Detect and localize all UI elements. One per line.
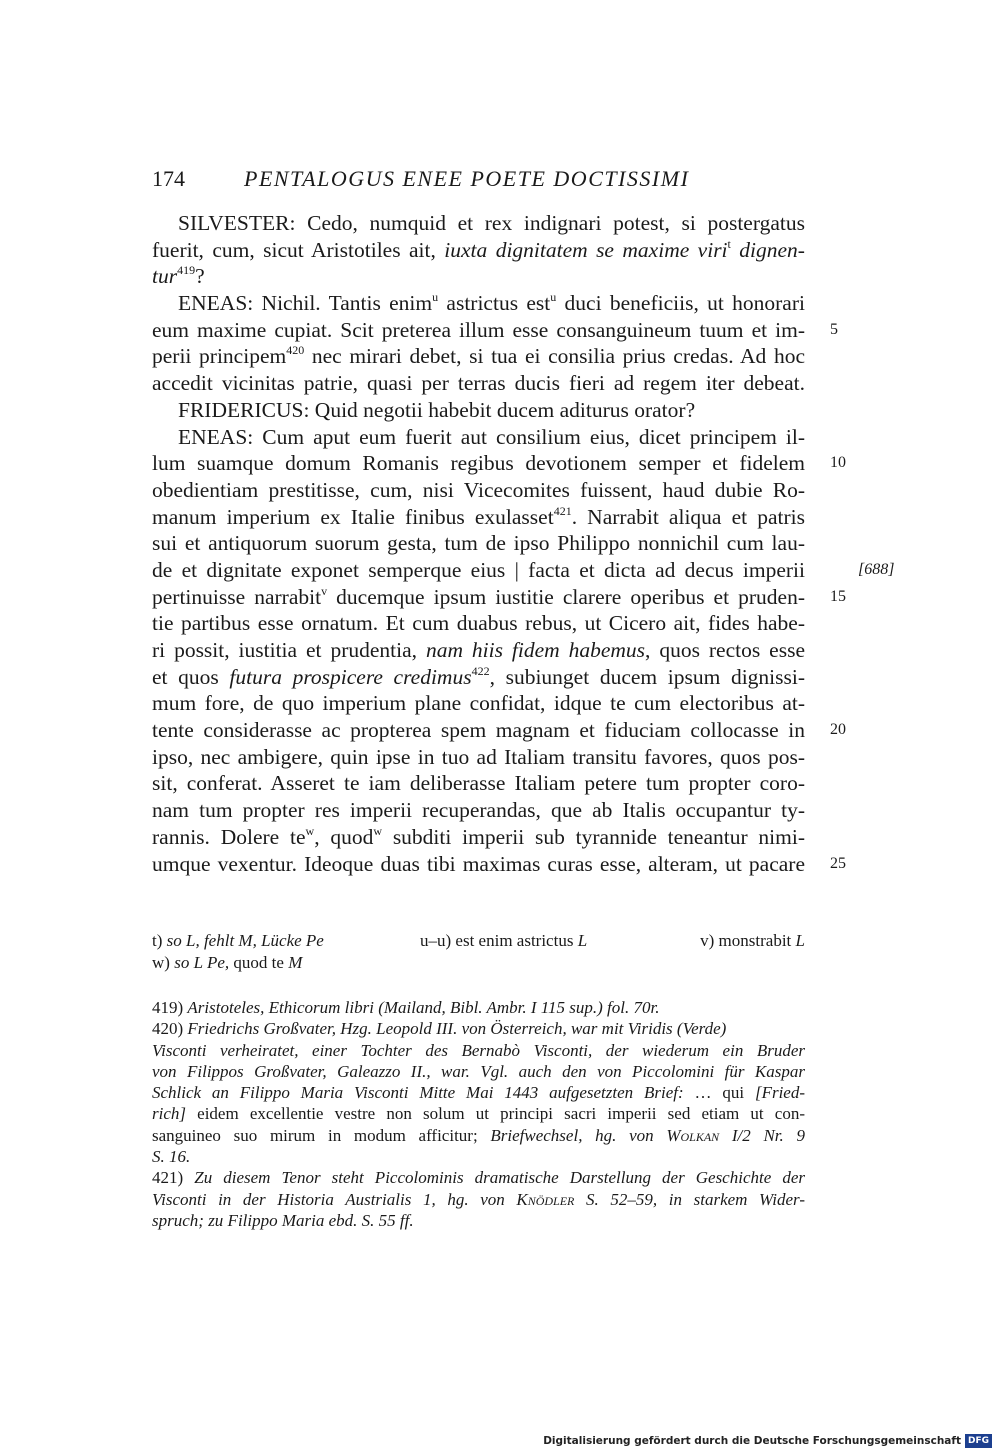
- text-line: manum imperium ex Italie finibus exulasset$^{421}$. Narrabit aliqua et patris: [152, 503, 805, 529]
- footnote-line: spruch; zu Filippo Maria ebd. S. 55 ff.: [152, 1210, 414, 1230]
- footnote-421: 421) Zu diesem Tenor steht Piccolominis dramatische Darstellung der Geschichte der: [152, 1168, 805, 1188]
- text-line: pertinuisse narrabit$^v$ ducemque ipsum iustitie clarere operibus et pruden- 15: [152, 583, 846, 609]
- text-line: et quos futura prospicere credimus$^{422}$, subiunget ducem ipsum dignissi-: [152, 663, 806, 689]
- critical-apparatus: [152, 930, 805, 974]
- line-number: 25: [830, 854, 846, 872]
- text-line: sui et antiquorum suorum gesta, tum de ipso Philippo nonnichil cum lau-: [152, 531, 805, 556]
- apparatus-entry-v: v) monstrabit L: [700, 931, 805, 950]
- line-number: 5: [830, 320, 838, 338]
- footnote-line: sanguineo suo mirum in modum afficitur; Briefwechsel, hg. von Wolkan I/2 Nr. 9: [152, 1125, 805, 1145]
- footnote-ref: 420: [286, 343, 305, 358]
- footnotes: [152, 997, 805, 1231]
- text-line: sit, conferat. Asseret te iam deliberasse Italiam petere tum propter coro-: [152, 771, 805, 796]
- text-line: ENEAS: Cum aput eum fuerit aut consilium eius, dicet principem il-: [178, 424, 805, 449]
- footnote-line: rich] eidem excellentie vestre non solum ut principi sacri imperii sed etiam ut con-: [152, 1104, 805, 1124]
- text-line: FRIDERICUS: Quid negotii habebit ducem aditurus orator?: [178, 397, 696, 422]
- text-line: ipso, nec ambigere, quin ipse in tuo ad Italiam transitu favores, quos pos-: [152, 744, 805, 769]
- margin-page-note: [688]: [858, 560, 895, 578]
- apparatus-row: [152, 930, 805, 952]
- text-line: fuerit, cum, sicut Aristotiles ait, iuxta dignitatem se maxime viri$^t$ dignen-: [152, 236, 805, 262]
- apparatus-entry-w: w) so L Pe, quod te M: [152, 953, 303, 972]
- apparatus-entry-u: u–u) est enim astrictus L: [420, 931, 588, 950]
- footnote-line: Visconti in der Historia Austrialis 1, hg. von Knödler S. 52–59, in starkem Wider-: [152, 1189, 805, 1209]
- text-line: rannis. Dolere $te^w$, quod$^w$ subditi imperii sub tyrannide teneantur nimi-: [152, 823, 806, 849]
- text-line: ENEAS: Nichil. Tantis enim$^u$ astrictus est$^u$ duci beneficiis, ut honorari: [178, 290, 805, 316]
- page-number: 174: [152, 166, 185, 191]
- dfg-logo: DFG: [965, 1434, 992, 1448]
- apparatus-ref: t: [727, 236, 731, 251]
- text-line: tente considerasse ac propterea spem magnam et fiduciam collocasse in 20: [152, 718, 846, 743]
- footnote-ref: 419: [177, 263, 196, 278]
- text-line: mum fore, de quo imperium plane confidat, idque te cum electoribus at-: [152, 691, 805, 716]
- text-line: nam tum propter res imperii recuperandas, que ab Italis occupantur ty-: [152, 798, 805, 823]
- footnote-line: von Filippos Großvater, Galeazzo II., war. Vgl. auch den von Piccolomini für Kaspar: [152, 1061, 805, 1081]
- digitization-credit: [543, 1433, 992, 1449]
- footnote-420: 420) Friedrichs Großvater, Hzg. Leopold III. von Österreich, war mit Viridis (Verde): [152, 1019, 727, 1039]
- text-line: umque vexentur. Ideoque duas tibi maximas curas esse, alteram, ut pacare 25: [152, 851, 846, 876]
- apparatus-entry-t: t) so L, fehlt M, Lücke Pe: [152, 931, 324, 950]
- footnote-line: S. 16.: [152, 1147, 191, 1167]
- text-line: de et dignitate exponet semperque eius | facta et dicta ad decus imperii [688]: [152, 557, 895, 582]
- page-header: [152, 163, 832, 195]
- line-number: 20: [830, 721, 846, 739]
- text-line: SILVESTER: Cedo, numquid et rex indignari potest, si postergatus: [178, 211, 805, 235]
- line-number: 10: [830, 454, 846, 472]
- line-number: 15: [830, 587, 846, 605]
- text-line: tie partibus esse ornatum. Et cum duabus rebus, ut Cicero ait, fides habe-: [152, 611, 805, 636]
- footnote-419: 419) Aristoteles, Ethicorum libri (Mailand, Bibl. Ambr. I 115 sup.) fol. 70r.: [152, 998, 660, 1017]
- text-line: obedientiam prestitisse, cum, nisi Vicecomites fuissent, haud dubie Ro-: [152, 477, 805, 502]
- text-line: ri possit, iustitia et prudentia, nam hiis fidem habemus, quos rectos esse: [152, 638, 805, 662]
- text-line: eum maxime cupiat. Scit preterea illum esse consanguineum tuum et im- 5: [152, 317, 838, 342]
- credit-text: Digitalisierung gefördert durch die Deutsche Forschungsgemeinschaft: [543, 1435, 961, 1447]
- footnote-line: Visconti verheiratet, einer Tochter des Bernabò Visconti, der wiederum ein Bruder: [152, 1040, 805, 1060]
- footnote-ref: 422: [471, 663, 490, 678]
- footnote-ref: 421: [553, 503, 572, 518]
- main-text: [152, 210, 895, 877]
- apparatus-row: [152, 952, 805, 974]
- text-line: lum suamque domum Romanis regibus devotionem semper et fidelem 10: [152, 451, 846, 476]
- footnote-line: Schlick an Filippo Maria Visconti Mitte Mai 1443 aufgesetzten Brief: … qui [Fried-: [152, 1083, 805, 1103]
- running-title: PENTALOGUS ENEE POETE DOCTISSIMI: [244, 166, 690, 191]
- text-line: accedit vicinitas patrie, quasi per terras ducis fieri ad regem iter debeat.: [152, 371, 805, 396]
- text-line: tur$^{419}$?: [152, 263, 205, 289]
- text-line: perii principem$^{420}$ nec mirari debet, si tua ei consilia prius credas. Ad hoc: [152, 343, 805, 369]
